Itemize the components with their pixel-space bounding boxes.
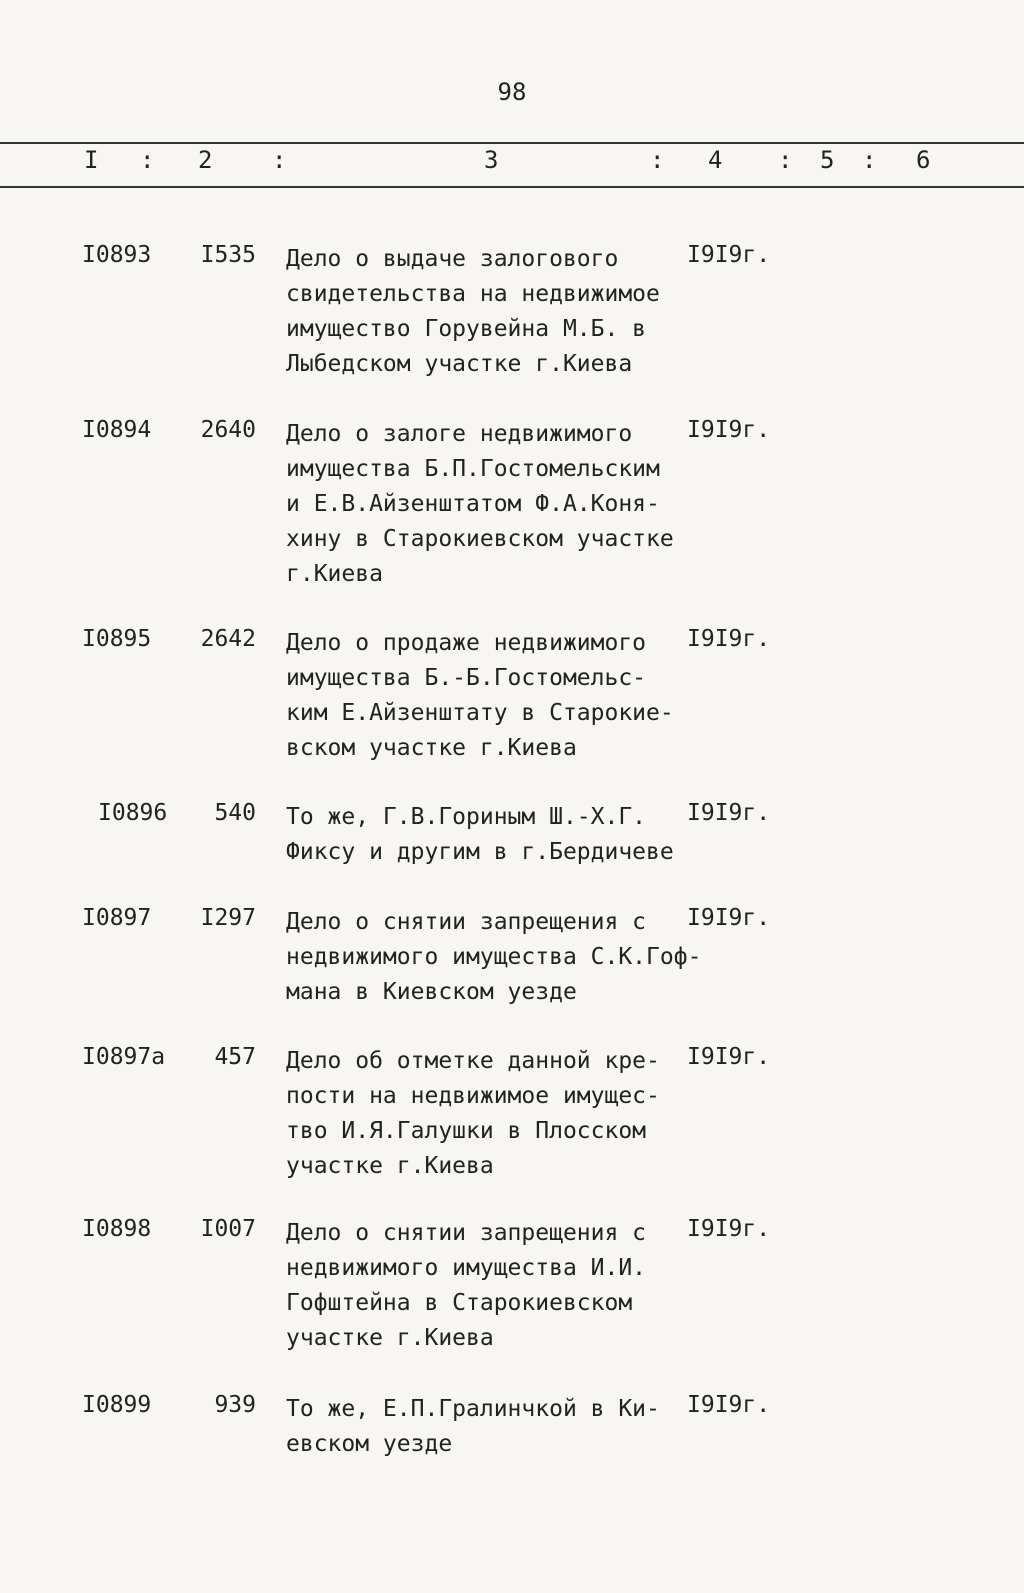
column-separator: :	[778, 146, 793, 174]
column-separator: :	[272, 146, 287, 174]
column-header-2: 2	[198, 146, 213, 174]
entry-line: ким Е.Айзенштату в Старокие-	[286, 700, 674, 726]
entry-year: I9I9г.	[687, 1392, 771, 1418]
column-header-6: 6	[916, 146, 931, 174]
entry-line: Гофштейна в Старокиевском	[286, 1290, 633, 1316]
column-separator: :	[650, 146, 665, 174]
entry-line: мана в Киевском уезде	[286, 979, 577, 1005]
entry-sheet: 939	[214, 1392, 256, 1418]
entry-line: евском уезде	[286, 1431, 453, 1457]
entry-line: вском участке г.Киева	[286, 735, 577, 761]
column-separator: :	[862, 146, 877, 174]
entry-year: I9I9г.	[687, 1216, 771, 1242]
entry-line: Дело об отметке данной кре-	[286, 1048, 660, 1074]
page-number: 98	[497, 78, 527, 106]
entry-number: I0893	[82, 242, 152, 268]
entry-description	[286, 1044, 660, 1184]
entry-line: тво И.Я.Галушки в Плосском	[286, 1118, 647, 1144]
entry-line: участке г.Киева	[286, 1153, 494, 1179]
entry-line: имущества Б.-Б.Гостомельс-	[286, 665, 647, 691]
entry-line: пости на недвижимое имущес-	[286, 1083, 660, 1109]
entry-line: имущество Горувейна М.Б. в	[286, 316, 647, 342]
entry-line: То же, Г.В.Гориным Ш.-Х.Г.	[286, 804, 647, 830]
entry-description	[286, 1216, 646, 1356]
column-separator: :	[140, 146, 155, 174]
header-rule-top	[0, 142, 1024, 144]
entry-line: Дело о выдаче залогового	[286, 246, 619, 272]
entry-number: I0897а	[82, 1044, 166, 1070]
entry-sheet: 540	[214, 800, 256, 826]
entry-line: свидетельства на недвижимое	[286, 281, 660, 307]
entry-sheet: 2642	[200, 626, 256, 652]
entry-year: I9I9г.	[687, 905, 771, 931]
entry-line: участке г.Киева	[286, 1325, 494, 1351]
entry-description	[286, 905, 701, 1010]
entry-year: I9I9г.	[687, 242, 771, 268]
column-header-1: I	[84, 146, 99, 174]
entry-year: I9I9г.	[687, 800, 771, 826]
entry-line: Лыбедском участке г.Киева	[286, 351, 633, 377]
entry-description	[286, 417, 674, 592]
entry-line: Дело о продаже недвижимого	[286, 630, 647, 656]
entry-year: I9I9г.	[687, 1044, 771, 1070]
entry-description	[286, 1392, 660, 1462]
entry-sheet: I007	[200, 1216, 256, 1242]
entry-line: Дело о снятии запрещения с	[286, 909, 647, 935]
entry-line: Фиксу и другим в г.Бердичеве	[286, 839, 674, 865]
entry-line: имущества Б.П.Гостомельским	[286, 456, 660, 482]
column-header-4: 4	[708, 146, 723, 174]
entry-number: I0895	[82, 626, 152, 652]
entry-sheet: 457	[214, 1044, 256, 1070]
entry-number: I0897	[82, 905, 152, 931]
column-header-3: 3	[484, 146, 499, 174]
entry-line: недвижимого имущества И.И.	[286, 1255, 647, 1281]
entry-line: хину в Старокиевском участке	[286, 526, 674, 552]
entry-year: I9I9г.	[687, 626, 771, 652]
header-rule-bottom	[0, 186, 1024, 188]
entry-sheet: I297	[200, 905, 256, 931]
entry-line: Дело о залоге недвижимого	[286, 421, 633, 447]
column-header-5: 5	[820, 146, 835, 174]
entry-description	[286, 800, 674, 870]
entry-description	[286, 242, 660, 382]
entry-number: I0898	[82, 1216, 152, 1242]
entry-line: То же, Е.П.Гралинчкой в Ки-	[286, 1396, 660, 1422]
entry-sheet: 2640	[200, 417, 256, 443]
entry-number: I0896	[98, 800, 168, 826]
entry-description	[286, 626, 674, 766]
entry-year: I9I9г.	[687, 417, 771, 443]
entry-line: и Е.В.Айзенштатом Ф.А.Коня-	[286, 491, 660, 517]
entry-number: I0899	[82, 1392, 152, 1418]
entry-sheet: I535	[200, 242, 256, 268]
entry-line: недвижимого имущества С.К.Гоф-	[286, 944, 702, 970]
entry-line: Дело о снятии запрещения с	[286, 1220, 647, 1246]
entry-number: I0894	[82, 417, 152, 443]
entry-line: г.Киева	[286, 561, 383, 587]
